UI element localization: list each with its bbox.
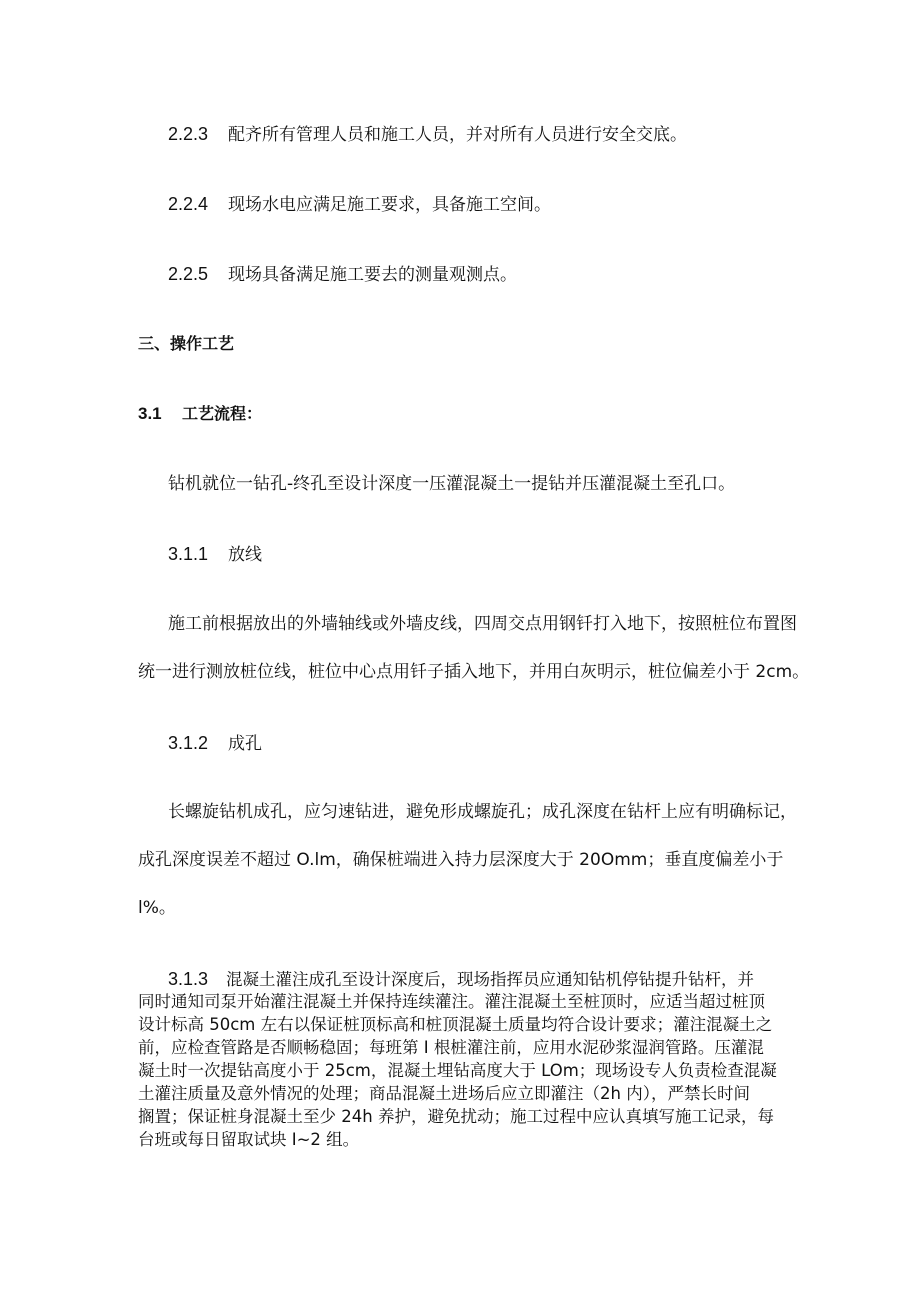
paragraph-line: 统一进行测放桩位线，桩位中心点用钎子插入地下，并用白灰明示，桩位偏差小于 2cm。	[138, 662, 810, 682]
subsection-3-1-heading	[138, 404, 262, 424]
item-number: 2.2.3	[168, 124, 209, 144]
paragraph-line: 成孔深度误差不超过 O.lm，确保桩端进入持力层深度大于 20Omm；垂直度偏差小于	[138, 850, 784, 870]
item-2-2-4	[168, 194, 551, 215]
process-flow-text: 钻机就位一钻孔-终孔至设计深度一压灌混凝土一提钻并压灌混凝土至孔口。	[168, 474, 736, 494]
paragraph-line: 施工前根据放出的外墙轴线或外墙皮线，四周交点用钢钎打入地下，按照桩位布置图	[168, 614, 797, 634]
subsection-3-1-2-heading	[168, 733, 262, 754]
paragraph-line: 土灌注质量及意外情况的处理；商品混凝土进场后应立即灌注（2h 内），严禁长时间	[138, 1084, 750, 1103]
subsection-3-1-1-heading	[168, 544, 262, 565]
item-2-2-5	[168, 264, 517, 285]
paragraph-line: 搁置；保证桩身混凝土至少 24h 养护，避免扰动；施工过程中应认真填写施工记录，每	[138, 1107, 774, 1126]
item-2-2-3	[168, 124, 687, 145]
item-text: 现场水电应满足施工要求，具备施工空间。	[228, 195, 551, 215]
paragraph-line: 设计标高 50cm 左右以保证桩顶标高和桩顶混凝土质量均符合设计要求；灌注混凝土之	[138, 1015, 773, 1034]
paragraph-line: 凝土时一次提钻高度小于 25cm，混凝土埋钻高度大于 LOm；现场设专人负责检查混凝	[138, 1061, 777, 1080]
paragraph-line: 同时通知司泵开始灌注混凝土并保持连续灌注。灌注混凝土至桩顶时，应适当超过桩顶	[138, 992, 765, 1011]
subsection-number: 3.1.3	[168, 969, 209, 989]
item-text: 现场具备满足施工要去的测量观测点。	[228, 265, 517, 285]
paragraph-line: 前，应检查管路是否顺畅稳固；每班第 I 根桩灌注前，应用水泥砂浆湿润管路。压灌混	[138, 1038, 764, 1057]
subsection-number: 3.1.1	[168, 544, 209, 564]
item-number: 2.2.5	[168, 264, 209, 284]
subsection-title: 成孔	[228, 734, 262, 754]
paragraph-line: 台班或每日留取试块 I~2 组。	[138, 1130, 360, 1149]
item-text: 配齐所有管理人员和施工人员，并对所有人员进行安全交底。	[228, 125, 687, 145]
item-number: 2.2.4	[168, 194, 209, 214]
subsection-3-1-3-first-line	[168, 968, 754, 992]
subsection-number: 3.1	[138, 404, 162, 423]
section-3-heading: 三、操作工艺	[138, 334, 235, 353]
paragraph-line: 长螺旋钻机成孔，应匀速钻进，避免形成螺旋孔；成孔深度在钻杆上应有明确标记，	[168, 802, 797, 822]
paragraph-line: l%。	[138, 898, 176, 918]
subsection-title: 工艺流程：	[182, 404, 263, 423]
subsection-number: 3.1.2	[168, 733, 209, 753]
subsection-title: 放线	[228, 545, 262, 565]
paragraph-line: 混凝土灌注成孔至设计深度后，现场指挥员应通知钻机停钻提升钻杆，并	[226, 970, 754, 989]
